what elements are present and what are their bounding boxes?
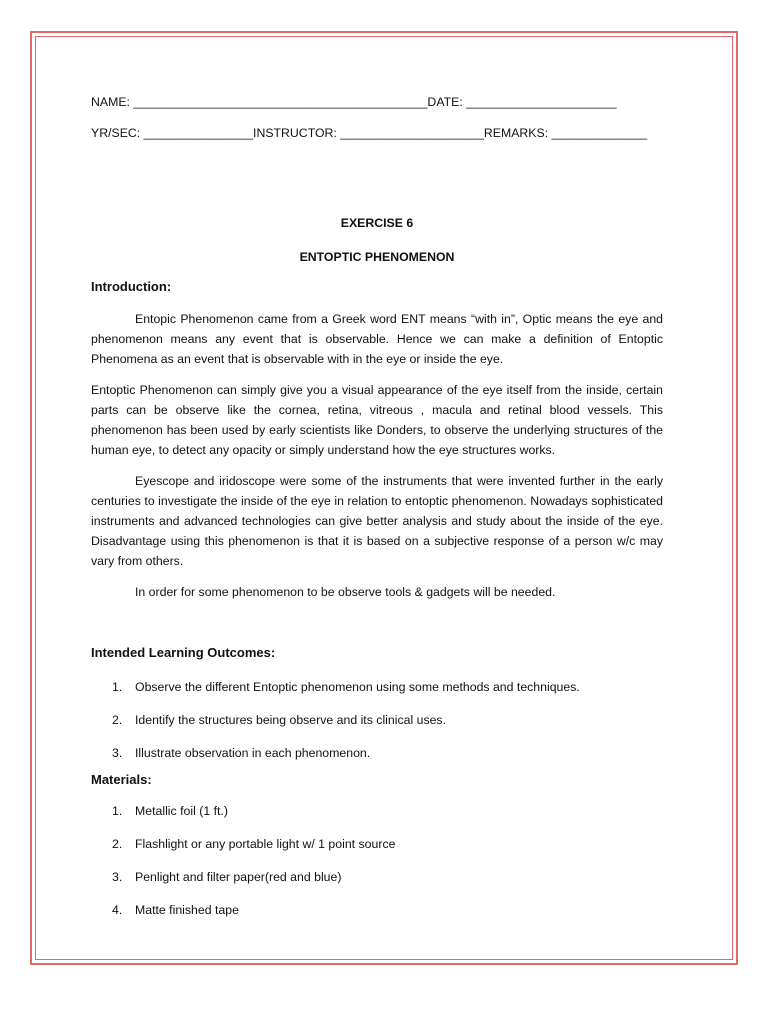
list-text: Observe the different Entoptic phenomenon using some methods and techniques.: [135, 680, 580, 694]
list-item: [91, 834, 663, 854]
list-text: Identify the structures being observe and its clinical uses.: [135, 713, 447, 727]
list-text: Metallic foil (1 ft.): [135, 804, 228, 818]
list-item: [91, 801, 663, 821]
materials-list: [91, 801, 663, 920]
list-number: 3.: [112, 746, 123, 760]
name-date-line: NAME: ___________________________________________DATE: ______________________: [91, 95, 617, 109]
list-number: 1.: [112, 804, 123, 818]
list-item: [91, 677, 663, 697]
outcomes-heading: Intended Learning Outcomes:: [91, 645, 276, 660]
materials-heading: Materials:: [91, 772, 152, 787]
intro-paragraph-3: Eyescope and iridoscope were some of the instruments that were invented further in the early centuries to investigate the inside of the eye in relation to entoptic phenomenon. Nowadays sophisticated instruments and advanced technologies can give better analysis and study about the inside of the eye. Disadvantage using this phenomenon is that it is based on a subjective response of a person w/c may vary from others.: [91, 474, 663, 568]
list-number: 3.: [112, 870, 123, 884]
outcomes-list: [91, 677, 663, 763]
intro-paragraph-2: Entoptic Phenomenon can simply give you a visual appearance of the eye itself from the inside, certain parts can be observe like the cornea, retina, vitreous , macula and retinal blood vessels. This phenomenon has been used by early scientists like Donders, to observe the underlying structures of the human eye, to detect any opacity or simply understand how the eye structures works.: [91, 383, 663, 457]
list-text: Flashlight or any portable light w/ 1 point source: [135, 837, 396, 851]
list-number: 4.: [112, 903, 123, 917]
list-item: [91, 710, 663, 730]
list-text: Matte finished tape: [135, 903, 239, 917]
intro-paragraph-4: In order for some phenomenon to be observe tools & gadgets will be needed.: [135, 585, 556, 599]
list-item: [91, 867, 663, 887]
list-text: Penlight and filter paper(red and blue): [135, 870, 342, 884]
list-number: 2.: [112, 713, 123, 727]
yrsec-instructor-remarks-line: YR/SEC: ________________INSTRUCTOR: _____________________REMARKS: ______________: [91, 126, 648, 140]
introduction-heading: Introduction:: [91, 279, 172, 294]
list-item: [91, 900, 663, 920]
exercise-title: EXERCISE 6: [340, 216, 414, 230]
document-body: [91, 92, 663, 920]
intro-paragraph-1: Entopic Phenomenon came from a Greek word ENT means “with in”, Optic means the eye and phenomenon means any event that is observable. Hence we can make a definition of Entoptic Phenomena as an event that is observable with in the eye or inside the eye.: [91, 312, 663, 366]
list-number: 1.: [112, 680, 123, 694]
exercise-subtitle: ENTOPTIC PHENOMENON: [299, 250, 455, 264]
list-number: 2.: [112, 837, 123, 851]
list-item: [91, 743, 663, 763]
list-text: Illustrate observation in each phenomenon.: [135, 746, 371, 760]
